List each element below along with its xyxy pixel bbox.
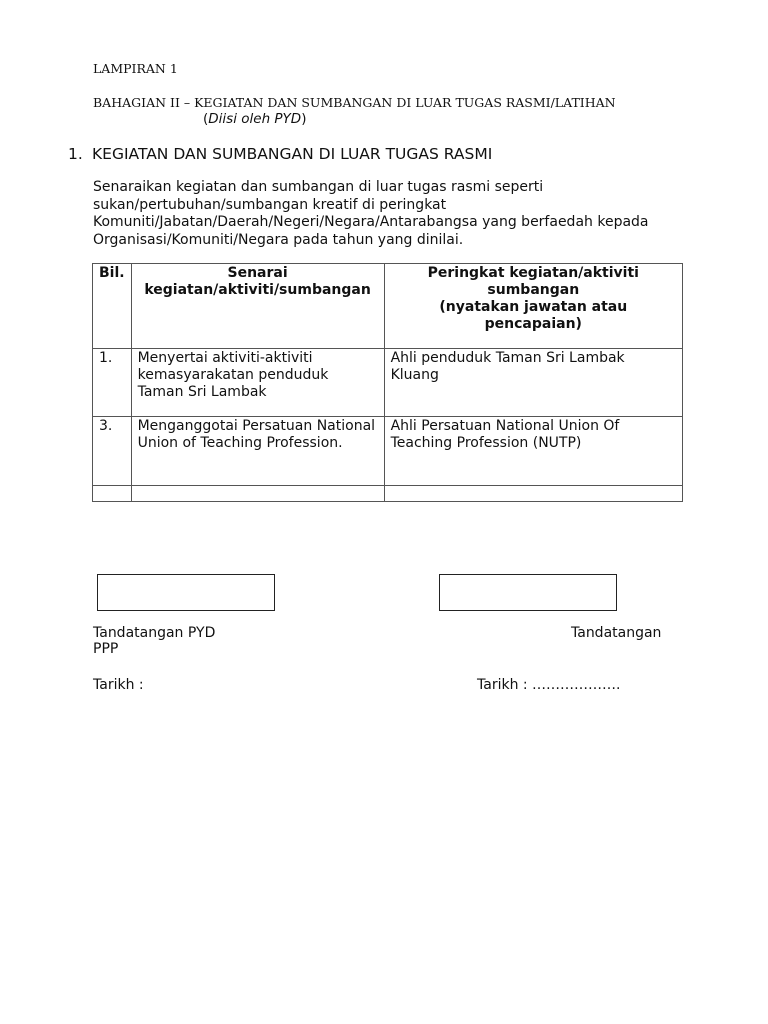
table-row — [93, 417, 683, 486]
paren-open: ( — [203, 111, 209, 127]
section-heading — [68, 145, 492, 163]
filled-by-note — [203, 111, 306, 127]
cell-bil: 1. — [93, 349, 132, 417]
header-bil: Bil. — [93, 264, 132, 349]
header-peringkat — [384, 264, 682, 349]
cell-senarai: Menganggotai Persatuan National Union of Teaching Profession. — [131, 417, 384, 486]
signature-box-pyd — [97, 574, 275, 611]
section-intro: Senaraikan kegiatan dan sumbangan di luar tugas rasmi seperti sukan/pertubuhan/sumbangan kreatif di peringkat Komuniti/Jabatan/Daerah/Negeri/Negara/Antarabangsa yang berfaedah kepada Organisasi/Komuniti/Negara pada tahun yang dinilai. — [93, 179, 649, 248]
cell-empty — [93, 486, 132, 502]
paren-close: ) — [301, 111, 307, 127]
activities-table — [92, 263, 683, 502]
header-peringkat-line1: Peringkat kegiatan/aktiviti sumbangan — [427, 265, 639, 298]
signature-label-ppp-suffix: PPP — [93, 641, 119, 657]
signature-label-pyd: Tandatangan PYD — [93, 625, 216, 641]
cell-peringkat: Ahli Persatuan National Union Of Teaching Profession (NUTP) — [384, 417, 682, 486]
section-number: 1. — [68, 145, 83, 163]
cell-empty — [384, 486, 682, 502]
table-row-empty — [93, 486, 683, 502]
header-senarai: Senarai kegiatan/aktiviti/sumbangan — [131, 264, 384, 349]
header-peringkat-line2: (nyatakan jawatan atau pencapaian) — [439, 299, 628, 332]
date-label-pyd: Tarikh : — [93, 677, 144, 693]
attachment-label: LAMPIRAN 1 — [93, 61, 178, 76]
table-row — [93, 349, 683, 417]
signature-box-ppp — [439, 574, 617, 611]
cell-bil: 3. — [93, 417, 132, 486]
section-title: KEGIATAN DAN SUMBANGAN DI LUAR TUGAS RASMI — [92, 145, 493, 163]
part-title: BAHAGIAN II – KEGIATAN DAN SUMBANGAN DI LUAR TUGAS RASMI/LATIHAN — [93, 95, 616, 110]
cell-senarai: Menyertai aktiviti-aktiviti kemasyarakatan penduduk Taman Sri Lambak — [131, 349, 384, 417]
filled-by-text: Diisi oleh PYD — [208, 111, 302, 127]
cell-peringkat: Ahli penduduk Taman Sri Lambak Kluang — [384, 349, 682, 417]
cell-empty — [131, 486, 384, 502]
date-label-ppp: Tarikh : ………………. — [477, 677, 621, 693]
table-header-row — [93, 264, 683, 349]
signature-label-ppp: Tandatangan — [571, 625, 662, 641]
